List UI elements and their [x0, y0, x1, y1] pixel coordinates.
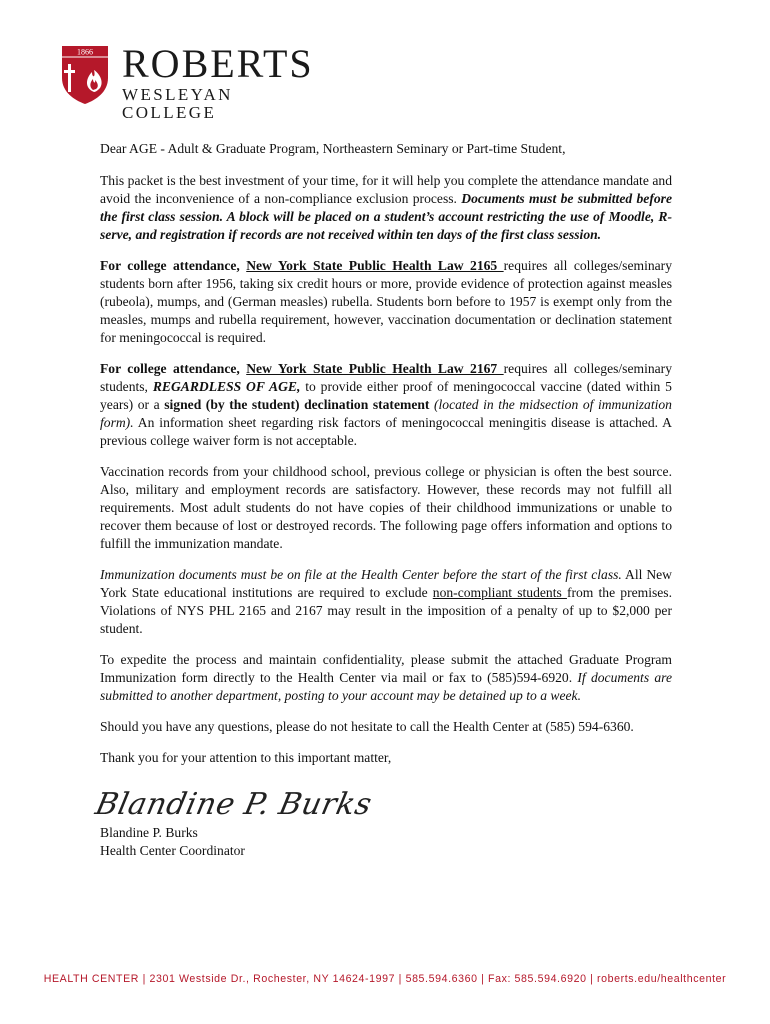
paragraph-exclusion: Immunization documents must be on file at the Health Center before the start of the first class. All New York State educational institutions are required to exclude non-compliant students from the premises. Violations of NYS PHL 2165 and 2167 may result in the imposition of a penalty of up to $2,000 per student. — [100, 567, 672, 636]
paragraph-intro: This packet is the best investment of your time, for it will help you complete the attendance mandate and avoid the inconvenience of a non-compliance exclusion process. Documents must be submitted before the first class session. A block will be placed on a student’s account restricting the use of Moodle, R-serve, and registration if records are not received within ten days of the first class session. — [100, 173, 672, 242]
brand-name: ROBERTS — [122, 41, 314, 86]
paragraph-records: Vaccination records from your childhood school, previous college or physician is often the best source. Also, military and employment records are satisfactory. However, these records may not fulfill all requirements. Most adult students do not have copies of their childhood immunizations or unable to recover them because of lost or destroyed records. The following page offers information and options to fulfill the immunization mandate. — [100, 464, 672, 551]
svg-text:1866: 1866 — [77, 47, 93, 57]
deadline-notice: Documents must be submitted before the first class session. A block will be placed on a student’s account restricting the use of Moodle, R-serve, and registration if records are not received within ten days of the first class session. — [100, 191, 672, 242]
shield-icon — [60, 44, 110, 106]
wordmark — [122, 41, 320, 122]
college-logo — [60, 41, 320, 122]
paragraph-submission: To expedite the process and maintain confidentiality, please submit the attached Graduate Program Immunization form directly to the Health Center via mail or fax to (585)594-6920. If documents are submitted to another department, posting to your account may be detained up to a week. — [100, 652, 672, 703]
paragraph-law-2167: For college attendance, New York State Public Health Law 2167 requires all colleges/seminary students, REGARDLESS OF AGE, to provide either proof of meningococcal vaccine (dated within 5 years) or a signed (by the student) declination statement (located in the midsection of immunization form). An information sheet regarding risk factors of meningococcal meningitis disease is attached. A previous college waiver form is not acceptable. — [100, 361, 672, 448]
law-2165: New York State Public Health Law 2165 — [246, 258, 504, 273]
footer-contact: HEALTH CENTER | 2301 Westside Dr., Rochester, NY 14624-1997 | 585.594.6360 | Fax: 585.594.6920 | roberts.edu/healthcenter — [43, 973, 727, 985]
letter-body — [92, 140, 672, 860]
brand-subtitle: WESLEYAN COLLEGE — [122, 85, 233, 122]
salutation: Dear AGE - Adult & Graduate Program, Northeastern Seminary or Part-time Student, — [100, 141, 566, 156]
signature-block — [100, 824, 672, 860]
closing: Thank you for your attention to this important matter, — [100, 750, 392, 765]
paragraph-questions: Should you have any questions, please do not hesitate to call the Health Center at (585) 594-6360. — [100, 719, 634, 734]
signer-title: Health Center Coordinator — [100, 843, 245, 858]
signer-name: Blandine P. Burks — [100, 825, 198, 840]
signature: Blandine P. Burks — [92, 787, 375, 822]
law-2167: New York State Public Health Law 2167 — [246, 361, 504, 376]
paragraph-law-2165: For college attendance, New York State Public Health Law 2165 requires all colleges/seminary students born after 1956, taking six credit hours or more, provide evidence of protection against measles (rubeola), mumps, and (German measles) rubella. Students born before to 1957 is exempt only from the measles, mumps and rubella requirement, however, vaccination documentation or declination statement for meningococcal is required. — [100, 258, 672, 345]
